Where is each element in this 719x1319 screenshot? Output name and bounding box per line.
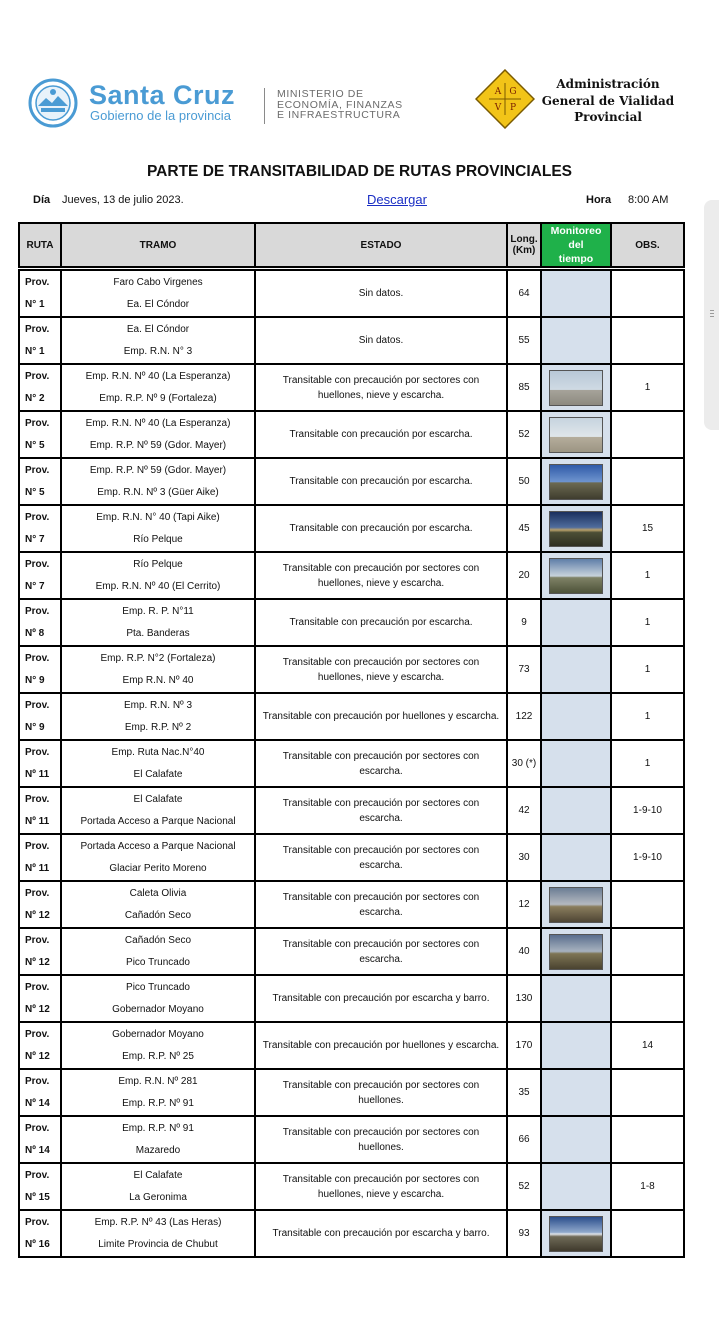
ruta-cell: Prov. Nº 11 xyxy=(19,834,61,881)
dia-value: Jueves, 13 de julio 2023. xyxy=(62,194,184,206)
hora-label: Hora xyxy=(586,194,612,206)
weather-camera-thumbnail[interactable] xyxy=(549,934,603,970)
long-cell: 73 xyxy=(507,646,541,693)
ruta-cell: Prov. N° 9 xyxy=(19,693,61,740)
ruta-cell: Prov. N° 7 xyxy=(19,505,61,552)
ruta-cell: Prov. N° 1 xyxy=(19,270,61,317)
col-header-obs: OBS. xyxy=(611,223,684,267)
ruta-cell: Prov. Nº 12 xyxy=(19,1022,61,1069)
long-cell: 170 xyxy=(507,1022,541,1069)
weather-camera-thumbnail[interactable] xyxy=(549,887,603,923)
estado-cell: Transitable con precaución por sectores con huellones. xyxy=(255,1069,507,1116)
estado-cell: Sin datos. xyxy=(255,270,507,317)
estado-cell: Transitable con precaución por huellones y escarcha. xyxy=(255,1022,507,1069)
monitoreo-cell xyxy=(541,1163,611,1210)
hora-value: 8:00 AM xyxy=(628,194,669,206)
table-row xyxy=(19,928,684,975)
santa-cruz-logo-subtitle: Gobierno de la provincia xyxy=(90,108,231,123)
tramo-cell: Emp. R. P. N°11 Pta. Banderas xyxy=(61,599,255,646)
tramo-cell: Pico Truncado Gobernador Moyano xyxy=(61,975,255,1022)
monitoreo-cell xyxy=(541,552,611,599)
obs-cell: 1 xyxy=(611,740,684,787)
ruta-cell: Prov. Nº 12 xyxy=(19,928,61,975)
svg-text:V: V xyxy=(494,103,502,113)
monitoreo-cell xyxy=(541,928,611,975)
table-row xyxy=(19,834,684,881)
ruta-cell: Prov. N° 2 xyxy=(19,364,61,411)
estado-cell: Transitable con precaución por escarcha y barro. xyxy=(255,1210,507,1257)
estado-cell: Transitable con precaución por sectores con huellones, nieve y escarcha. xyxy=(255,646,507,693)
col-header-long: Long. (Km) xyxy=(507,223,541,267)
col-header-monitoreo: Monitoreo del tiempo xyxy=(541,223,611,267)
svg-text:A: A xyxy=(494,87,502,97)
tramo-cell: Ea. El Cóndor Emp. R.N. N° 3 xyxy=(61,317,255,364)
tramo-cell: Emp. R.N. N° 40 (Tapi Aike) Río Pelque xyxy=(61,505,255,552)
table-row xyxy=(19,317,684,364)
obs-cell xyxy=(611,1069,684,1116)
page-header xyxy=(0,0,719,160)
monitoreo-cell xyxy=(541,1116,611,1163)
monitoreo-cell xyxy=(541,270,611,317)
long-cell: 55 xyxy=(507,317,541,364)
estado-cell: Transitable con precaución por sectores con escarcha. xyxy=(255,834,507,881)
estado-cell: Transitable con precaución por sectores con escarcha. xyxy=(255,881,507,928)
table-row xyxy=(19,599,684,646)
obs-cell: 1-9-10 xyxy=(611,834,684,881)
col-header-ruta: RUTA xyxy=(19,223,61,267)
monitoreo-cell xyxy=(541,693,611,740)
tramo-cell: Emp. R.N. Nº 40 (La Esperanza) Emp. R.P. Nº 59 (Gdor. Mayer) xyxy=(61,411,255,458)
ruta-cell: Prov. N° 7 xyxy=(19,552,61,599)
estado-cell: Transitable con precaución por sectores con escarcha. xyxy=(255,787,507,834)
estado-cell: Transitable con precaución por escarcha y barro. xyxy=(255,975,507,1022)
long-cell: 30 (*) xyxy=(507,740,541,787)
long-cell: 130 xyxy=(507,975,541,1022)
obs-cell: 1 xyxy=(611,599,684,646)
table-row xyxy=(19,1210,684,1257)
obs-cell: 1 xyxy=(611,364,684,411)
table-row xyxy=(19,646,684,693)
monitoreo-cell xyxy=(541,317,611,364)
estado-cell: Transitable con precaución por escarcha. xyxy=(255,505,507,552)
ruta-cell: Prov. N° 5 xyxy=(19,458,61,505)
obs-cell xyxy=(611,1210,684,1257)
monitoreo-cell xyxy=(541,458,611,505)
monitoreo-cell xyxy=(541,740,611,787)
ruta-cell: Prov. Nº 15 xyxy=(19,1163,61,1210)
tramo-cell: Faro Cabo Virgenes Ea. El Cóndor xyxy=(61,270,255,317)
weather-camera-thumbnail[interactable] xyxy=(549,370,603,406)
monitoreo-cell xyxy=(541,364,611,411)
tramo-cell: Río Pelque Emp. R.N. Nº 40 (El Cerrito) xyxy=(61,552,255,599)
ruta-cell: Prov. Nº 16 xyxy=(19,1210,61,1257)
obs-cell xyxy=(611,270,684,317)
monitoreo-cell xyxy=(541,411,611,458)
monitoreo-cell xyxy=(541,787,611,834)
table-row xyxy=(19,1069,684,1116)
obs-cell xyxy=(611,975,684,1022)
table-row xyxy=(19,552,684,599)
estado-cell: Sin datos. xyxy=(255,317,507,364)
tramo-cell: Caleta Olivia Cañadón Seco xyxy=(61,881,255,928)
tramo-cell: Emp. R.P. Nº 59 (Gdor. Mayer) Emp. R.N. Nº 3 (Güer Aike) xyxy=(61,458,255,505)
tramo-cell: Emp. R.P. Nº 43 (Las Heras) Limite Provincia de Chubut xyxy=(61,1210,255,1257)
estado-cell: Transitable con precaución por escarcha. xyxy=(255,458,507,505)
ruta-cell: Prov. Nº 12 xyxy=(19,881,61,928)
obs-cell xyxy=(611,928,684,975)
estado-cell: Transitable con precaución por sectores con huellones, nieve y escarcha. xyxy=(255,364,507,411)
long-cell: 66 xyxy=(507,1116,541,1163)
table-row xyxy=(19,270,684,317)
monitoreo-cell xyxy=(541,505,611,552)
long-cell: 9 xyxy=(507,599,541,646)
monitoreo-cell xyxy=(541,1210,611,1257)
estado-cell: Transitable con precaución por huellones y escarcha. xyxy=(255,693,507,740)
monitoreo-cell xyxy=(541,834,611,881)
ruta-cell: Prov. Nº 12 xyxy=(19,975,61,1022)
obs-cell: 1 xyxy=(611,693,684,740)
monitoreo-cell xyxy=(541,646,611,693)
side-scroll-handle[interactable] xyxy=(704,200,719,430)
dia-label: Día xyxy=(33,194,51,206)
agvp-name: Administración General de Vialidad Provincial xyxy=(541,77,675,124)
obs-cell xyxy=(611,458,684,505)
weather-camera-thumbnail[interactable] xyxy=(549,464,603,500)
tramo-cell: Cañadón Seco Pico Truncado xyxy=(61,928,255,975)
table-row xyxy=(19,740,684,787)
monitoreo-cell xyxy=(541,975,611,1022)
table-row xyxy=(19,881,684,928)
weather-camera-thumbnail[interactable] xyxy=(549,417,603,453)
long-cell: 20 xyxy=(507,552,541,599)
table-row xyxy=(19,411,684,458)
estado-cell: Transitable con precaución por sectores con huellones, nieve y escarcha. xyxy=(255,552,507,599)
long-cell: 45 xyxy=(507,505,541,552)
obs-cell: 15 xyxy=(611,505,684,552)
long-cell: 42 xyxy=(507,787,541,834)
long-cell: 12 xyxy=(507,881,541,928)
download-link[interactable]: Descargar xyxy=(367,192,427,207)
table-row xyxy=(19,975,684,1022)
long-cell: 52 xyxy=(507,411,541,458)
table-row xyxy=(19,1163,684,1210)
long-cell: 35 xyxy=(507,1069,541,1116)
table-row xyxy=(19,364,684,411)
table-row xyxy=(19,1116,684,1163)
ruta-cell: Prov. Nº 14 xyxy=(19,1069,61,1116)
ruta-cell: Prov. Nº 14 xyxy=(19,1116,61,1163)
logo-separator xyxy=(264,88,265,124)
tramo-cell: Emp. R.N. Nº 40 (La Esperanza) Emp. R.P. Nº 9 (Fortaleza) xyxy=(61,364,255,411)
weather-camera-thumbnail[interactable] xyxy=(549,511,603,547)
estado-cell: Transitable con precaución por escarcha. xyxy=(255,599,507,646)
tramo-cell: Emp. R.N. Nº 3 Emp. R.P. Nº 2 xyxy=(61,693,255,740)
long-cell: 50 xyxy=(507,458,541,505)
estado-cell: Transitable con precaución por sectores con escarcha. xyxy=(255,928,507,975)
ministerio-label: MINISTERIO DE ECONOMÍA, FINANZAS E INFRAESTRUCTURA xyxy=(277,88,403,121)
page-title: PARTE DE TRANSITABILIDAD DE RUTAS PROVINCIALES xyxy=(146,163,573,180)
table-header xyxy=(18,222,685,268)
obs-cell xyxy=(611,317,684,364)
tramo-cell: Emp. R.P. N°2 (Fortaleza) Emp R.N. Nº 40 xyxy=(61,646,255,693)
table-row xyxy=(19,458,684,505)
agvp-diamond-icon xyxy=(475,69,535,129)
obs-cell xyxy=(611,411,684,458)
table-row xyxy=(19,505,684,552)
monitoreo-cell xyxy=(541,599,611,646)
estado-cell: Transitable con precaución por sectores con huellones. xyxy=(255,1116,507,1163)
col-header-estado: ESTADO xyxy=(255,223,507,267)
ruta-cell: Prov. N° 9 xyxy=(19,646,61,693)
col-header-tramo: TRAMO xyxy=(61,223,255,267)
monitoreo-cell xyxy=(541,1069,611,1116)
tramo-cell: El Calafate Portada Acceso a Parque Nacional xyxy=(61,787,255,834)
monitoreo-cell xyxy=(541,1022,611,1069)
long-cell: 64 xyxy=(507,270,541,317)
long-cell: 85 xyxy=(507,364,541,411)
obs-cell xyxy=(611,881,684,928)
estado-cell: Transitable con precaución por escarcha. xyxy=(255,411,507,458)
long-cell: 122 xyxy=(507,693,541,740)
weather-camera-thumbnail[interactable] xyxy=(549,558,603,594)
santa-cruz-logo-name: Santa Cruz xyxy=(89,80,236,110)
table-row xyxy=(19,787,684,834)
tramo-cell: Portada Acceso a Parque Nacional Glaciar Perito Moreno xyxy=(61,834,255,881)
obs-cell xyxy=(611,1116,684,1163)
tramo-cell: Emp. R.P. Nº 91 Mazaredo xyxy=(61,1116,255,1163)
weather-camera-thumbnail[interactable] xyxy=(549,1216,603,1252)
estado-cell: Transitable con precaución por sectores con huellones, nieve y escarcha. xyxy=(255,1163,507,1210)
obs-cell: 1 xyxy=(611,646,684,693)
obs-cell: 1-8 xyxy=(611,1163,684,1210)
estado-cell: Transitable con precaución por sectores con escarcha. xyxy=(255,740,507,787)
ruta-cell: Prov. Nº 8 xyxy=(19,599,61,646)
long-cell: 30 xyxy=(507,834,541,881)
table-row xyxy=(19,693,684,740)
tramo-cell: Emp. Ruta Nac.N°40 El Calafate xyxy=(61,740,255,787)
long-cell: 52 xyxy=(507,1163,541,1210)
monitoreo-cell xyxy=(541,881,611,928)
tramo-cell: El Calafate La Geronima xyxy=(61,1163,255,1210)
tramo-cell: Emp. R.N. Nº 281 Emp. R.P. Nº 91 xyxy=(61,1069,255,1116)
obs-cell: 1-9-10 xyxy=(611,787,684,834)
svg-text:G: G xyxy=(509,87,517,97)
long-cell: 40 xyxy=(507,928,541,975)
table-row xyxy=(19,1022,684,1069)
long-cell: 93 xyxy=(507,1210,541,1257)
routes-table xyxy=(18,269,685,1258)
santa-cruz-seal-icon xyxy=(28,78,78,128)
svg-text:P: P xyxy=(509,103,517,113)
ruta-cell: Prov. Nº 11 xyxy=(19,740,61,787)
obs-cell: 1 xyxy=(611,552,684,599)
tramo-cell: Gobernador Moyano Emp. R.P. Nº 25 xyxy=(61,1022,255,1069)
ruta-cell: Prov. N° 5 xyxy=(19,411,61,458)
obs-cell: 14 xyxy=(611,1022,684,1069)
ruta-cell: Prov. Nº 11 xyxy=(19,787,61,834)
ruta-cell: Prov. N° 1 xyxy=(19,317,61,364)
